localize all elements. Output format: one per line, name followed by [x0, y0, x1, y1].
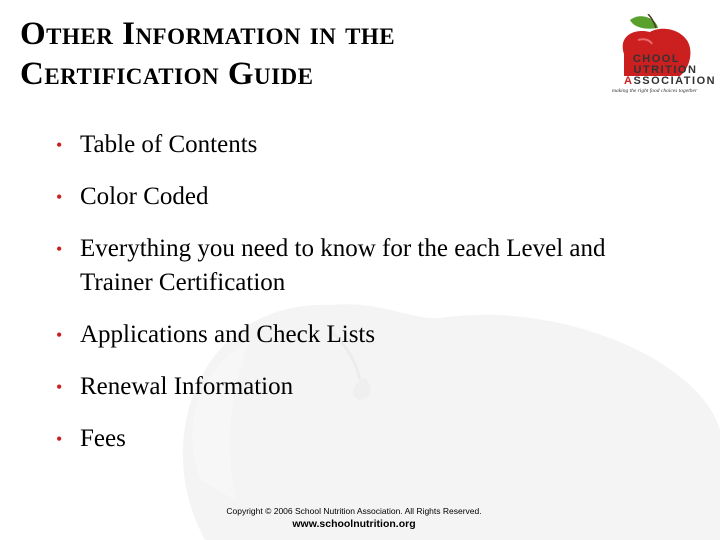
bullet-icon: •: [56, 187, 63, 207]
bullet-icon: •: [56, 325, 63, 345]
logo-tagline: making the right food choices together: [612, 88, 698, 94]
title-line-1: Other Information in the: [20, 16, 396, 52]
bullet-text: Color Coded: [80, 183, 209, 210]
bullet-text: Applications and Check Lists: [80, 321, 376, 348]
website-link[interactable]: www.schoolnutrition.org: [292, 518, 416, 530]
bullet-icon: •: [56, 429, 63, 449]
slide-title: [20, 14, 395, 94]
footer: [0, 505, 708, 531]
bullet-item: [54, 180, 654, 214]
bullet-icon: •: [56, 377, 63, 397]
bullet-text: Renewal Information: [80, 373, 294, 400]
bullet-icon: •: [56, 135, 63, 155]
logo-line-association: ASSOCIATION: [624, 75, 717, 87]
logo-line-nutrition: NUTRITION: [624, 64, 698, 76]
bullet-item: [54, 128, 654, 162]
bullet-list: [54, 128, 654, 474]
logo-wordmark: [624, 54, 716, 87]
bullet-text: Everything you need to know for the each Level and Trainer Certification: [80, 235, 606, 296]
copyright-text: Copyright © 2006 School Nutrition Association. All Rights Reserved.: [226, 506, 482, 516]
title-line-2: Certification Guide: [20, 56, 314, 92]
bullet-item: [54, 370, 654, 404]
bullet-text: Table of Contents: [80, 131, 258, 158]
bullet-item: [54, 232, 654, 300]
bullet-text: Fees: [80, 425, 126, 452]
logo-line-school: SCHOOL: [624, 53, 681, 65]
bullet-item: [54, 422, 654, 456]
bullet-item: [54, 318, 654, 352]
bullet-icon: •: [56, 239, 63, 259]
